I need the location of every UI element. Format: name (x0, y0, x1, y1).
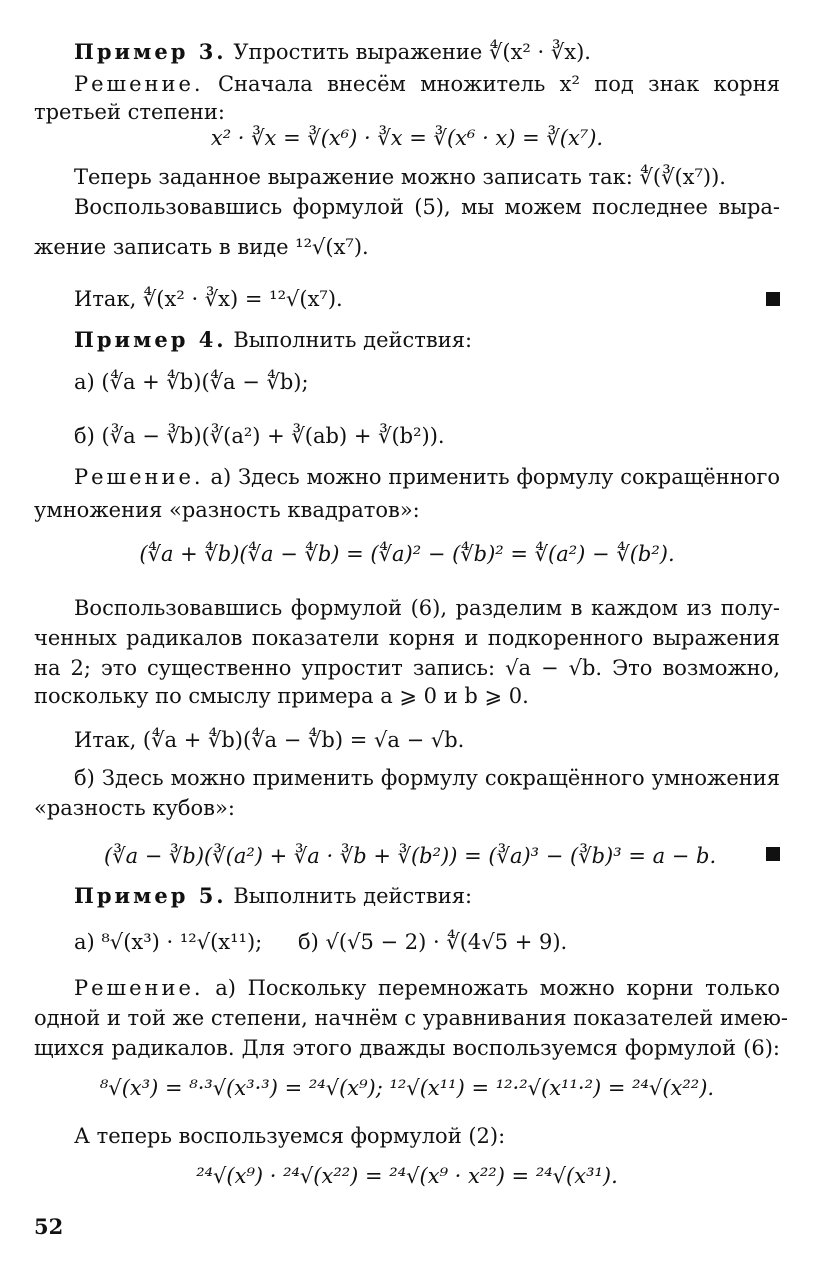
example-4-solution-b-line1: б) Здесь можно применить формулу сокращённого умножения (74, 766, 780, 790)
example-4-item-b: б) (∛a − ∛b)(∛(a²) + ∛(ab) + ∛(b²)). (74, 424, 445, 448)
example-4-paragraph-line1: Воспользовавшись формулой (6), разделим в каждом из полу- (74, 596, 780, 620)
example-4-paragraph-line2: ченных радикалов показатели корня и подкоренного выражения (34, 626, 780, 650)
solution-label: Решение. (74, 465, 204, 489)
example-3-title: Пример 3. (74, 39, 227, 64)
example-3-line5: жение записать в виде ¹²√(x⁷). (34, 235, 369, 259)
example-4-heading (74, 326, 472, 354)
example-5-formula-2: ²⁴√(x⁹) · ²⁴√(x²²) = ²⁴√(x⁹ · x²²) = ²⁴√(x³¹). (196, 1164, 618, 1188)
example-3-line4: Воспользовавшись формулой (5), мы можем последнее выра- (74, 195, 780, 219)
example-5-title: Пример 5. (74, 883, 227, 908)
example-3-solution-line2: третьей степени: (34, 100, 225, 124)
example-5-heading (74, 882, 472, 910)
example-5-solution-line2: одной и той же степени, начнём с уравнивания показателей имею- (34, 1006, 789, 1030)
example-3-line3: Теперь заданное выражение можно записать так: ∜(∛(x⁷)). (74, 165, 726, 189)
solution-label: Решение. (74, 72, 204, 96)
solution-text: а) Поскольку перемножать можно корни только (215, 976, 780, 1000)
example-5-line4: А теперь воспользуемся формулой (2): (74, 1124, 506, 1148)
example-4-paragraph-line4: поскольку по смыслу примера a ⩾ 0 и b ⩾ 0. (34, 684, 529, 708)
solution-text: а) Здесь можно применить формулу сокращённого (210, 465, 780, 489)
example-5-solution-line1 (74, 974, 780, 1002)
page-number: 52 (34, 1214, 64, 1239)
example-4-formula-b: (∛a − ∛b)(∛(a²) + ∛a · ∛b + ∛(b²)) = (∛a)³ − (∛b)³ = a − b. (104, 844, 717, 868)
end-of-proof-square (766, 292, 780, 306)
example-5-solution-line3: щихся радикалов. Для этого дважды воспользуемся формулой (6): (34, 1036, 780, 1060)
example-4-formula-a: (∜a + ∜b)(∜a − ∜b) = (∜a)² − (∜b)² = ∜(a²) − ∜(b²). (139, 542, 675, 566)
end-of-proof-square (766, 847, 780, 861)
example-3-solution-line1 (74, 70, 780, 98)
example-5-item-a: а) ⁸√(x³) · ¹²√(x¹¹); (74, 930, 263, 954)
example-4-solution-line1 (74, 463, 780, 491)
solution-label: Решение. (74, 976, 204, 1000)
example-4-solution-line2: умножения «разность квадратов»: (34, 498, 420, 522)
example-4-result-a: Итак, (∜a + ∜b)(∜a − ∜b) = √a − √b. (74, 728, 465, 752)
example-4-task: Выполнить действия: (233, 328, 473, 352)
example-3-result: Итак, ∜(x² · ∛x) = ¹²√(x⁷). (74, 287, 343, 311)
example-5-task: Выполнить действия: (233, 884, 473, 908)
example-5-formula-1: ⁸√(x³) = ⁸·³√(x³·³) = ²⁴√(x⁹); ¹²√(x¹¹) = ¹²·²√(x¹¹·²) = ²⁴√(x²²). (99, 1076, 715, 1100)
example-4-item-a: а) (∜a + ∜b)(∜a − ∜b); (74, 370, 309, 394)
example-3-heading (74, 38, 591, 66)
example-3-formula: x² · ∛x = ∛(x⁶) · ∛x = ∛(x⁶ · x) = ∛(x⁷). (210, 126, 604, 150)
example-4-solution-b-line2: «разность кубов»: (34, 796, 235, 820)
solution-text: Сначала внесём множитель x² под знак корня (217, 72, 780, 96)
example-4-title: Пример 4. (74, 327, 227, 352)
example-3-task: Упростить выражение ∜(x² · ∛x). (233, 40, 591, 64)
example-4-paragraph-line3: на 2; это существенно упростит запись: √a − √b. Это возможно, (34, 656, 780, 680)
example-5-item-b: б) √(√5 − 2) · ∜(4√5 + 9). (298, 930, 568, 954)
